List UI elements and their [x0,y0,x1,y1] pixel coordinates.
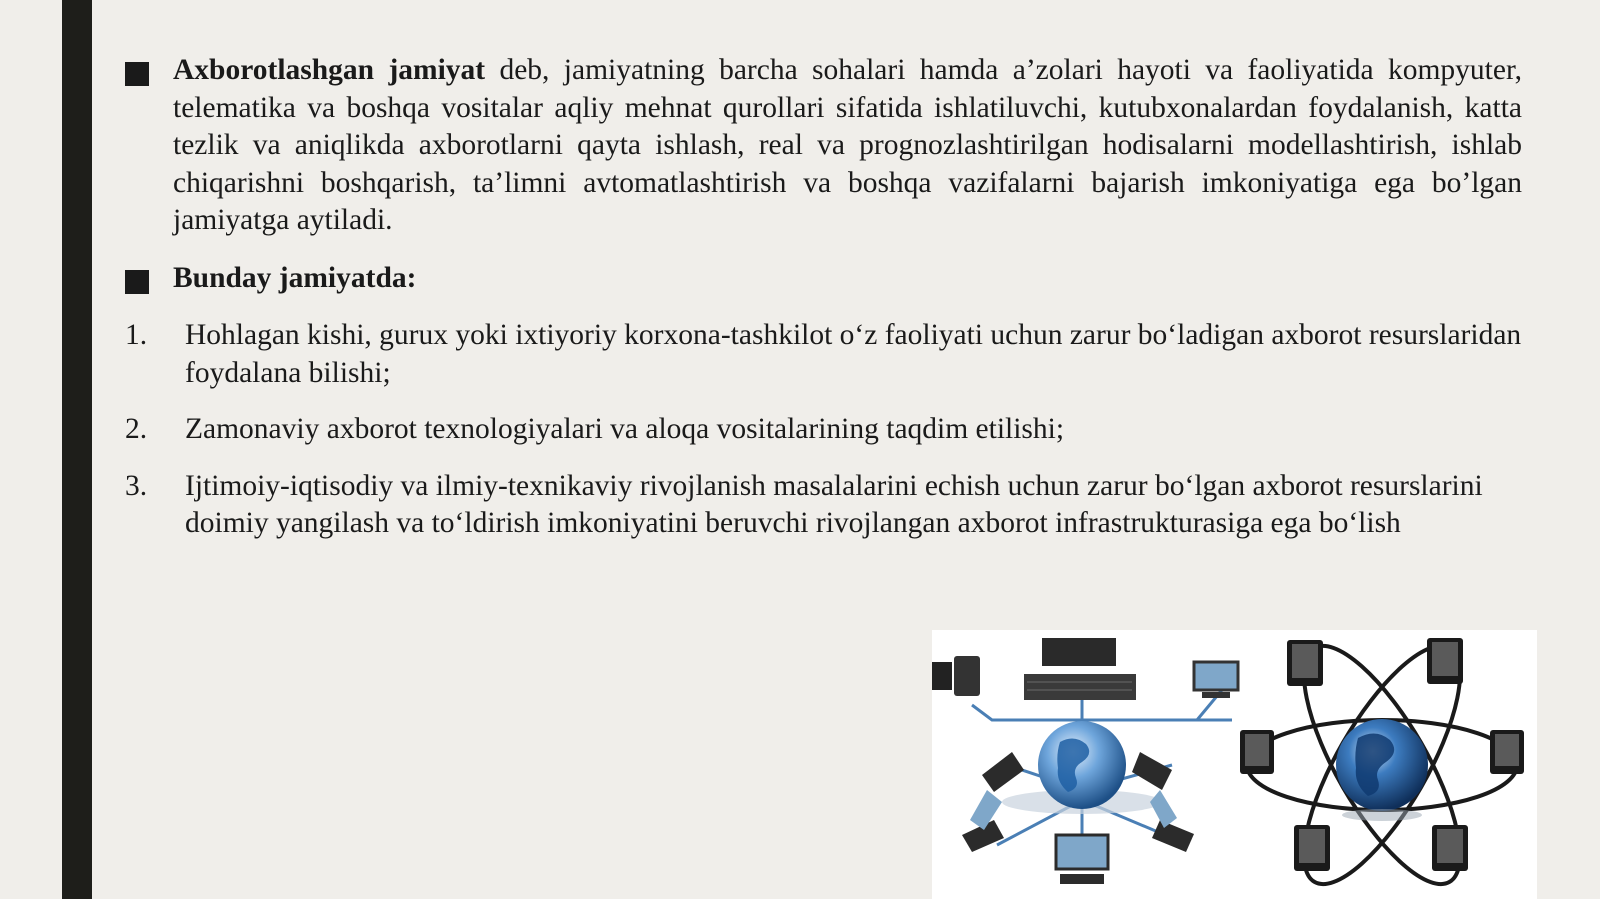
list-heading-text: Bunday jamiyatda: [173,261,417,294]
numbered-item-2 [125,411,1522,449]
definition-text: deb, jamiyatning barcha sohalari hamda a’zolari hayoti va faoliyatida kompyuter, telematika va boshqa vositalar aqliy mehnat qurollari sifatida ishlatiluvchi, kutubxonalardan foydalanish, katta tezlik va aniqlikda axborotlarni qayta ishlash, real va prognozlashtirilgan hodisalarni modellashtirish, ishlab chiqarishni boshqarish, ta’limni avtomatlashtirish va boshqa vazifalarni bajarish imkoniyatiga ega bo’lgan jamiyatga aytiladi. [173,54,1522,236]
list-item-text: Ijtimoiy-iqtisodiy va ilmiy-texnikaviy rivojlanish masalalarini echish uchun zarur bo‘lgan axborot resurslarini doimiy yangilash va to‘ldirish imkoniyatini beruvchi rivojlangan axborot infrastrukturasiga ega bo‘lish [185,469,1483,539]
list-item-text: Hohlagan kishi, gurux yoki ixtiyoriy korxona-tashkilot o‘z faoliyati uchun zarur bo‘ladigan axborot resurslaridan foydalana bilishi; [185,319,1522,389]
orbit-globe-network-icon [1240,630,1524,899]
left-accent-bar [62,0,92,899]
network-illustration-svg [932,630,1537,899]
definition-term: Axborotlashgan jamiyat [173,54,486,86]
network-illustration [932,630,1537,899]
list-heading [173,260,1522,298]
square-bullet-icon [125,62,149,86]
bullet-item-heading [125,260,1522,298]
network-globe-icon [932,638,1238,884]
list-number: 2. [125,413,148,445]
numbered-item-3 [125,468,1522,543]
square-bullet-icon [125,270,149,294]
slide-content [125,52,1522,562]
list-number: 1. [125,319,148,351]
definition-paragraph [173,52,1522,240]
list-number: 3. [125,469,148,502]
bullet-item-definition [125,52,1522,240]
numbered-item-1 [125,317,1522,392]
list-item-text: Zamonaviy axborot texnologiyalari va aloqa vositalarining taqdim etilishi; [185,413,1065,445]
